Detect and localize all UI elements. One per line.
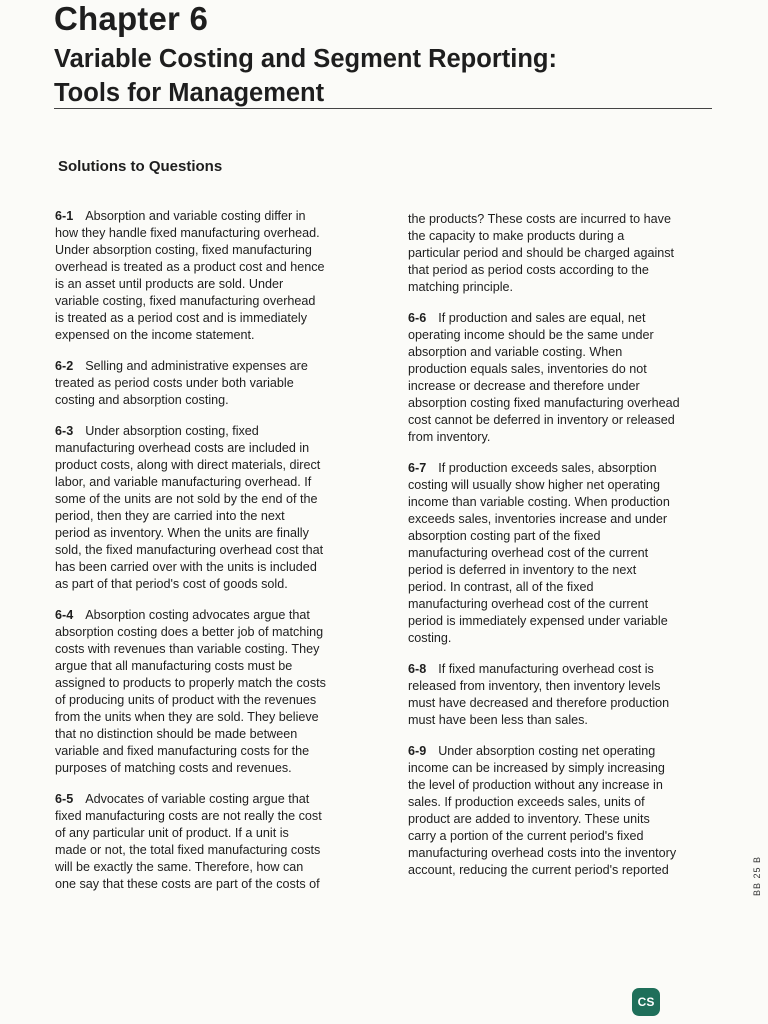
chapter-number: Chapter 6 [54, 0, 209, 37]
answer-line [408, 845, 708, 862]
chapter-title-line-2: Tools for Management [54, 79, 325, 107]
answer-line [55, 474, 360, 491]
answer-text: matching principle. [408, 280, 513, 294]
answer-text: period is deferred in inventory to the next [408, 563, 637, 577]
answer-text: absorption costing fixed manufacturing overhead [408, 396, 680, 410]
answer-text: cost cannot be deferred in inventory or released [408, 413, 675, 427]
answer-text: Selling and administrative expenses are [85, 359, 308, 373]
answer-paragraph [55, 208, 360, 344]
answer-paragraph [55, 791, 360, 893]
answer-line [408, 211, 708, 228]
answer-paragraph [408, 661, 708, 729]
answer-line [408, 378, 708, 395]
answer-text: of any particular unit of product. If a unit is [55, 826, 289, 840]
answer-text: manufacturing overhead cost of the current [408, 597, 649, 611]
answer-line [55, 692, 360, 709]
answer-text: the level of production without any increase in [408, 778, 663, 792]
answer-line [408, 811, 708, 828]
answer-text: period. In contrast, all of the fixed [408, 580, 594, 594]
answer-line [408, 760, 708, 777]
answer-text: the products? These costs are incurred to have [408, 212, 671, 226]
answer-line [55, 808, 360, 825]
answer-line [55, 791, 360, 808]
answer-text: must have decreased and therefore production [408, 696, 670, 710]
answer-text: product costs, along with direct materials, direct [55, 458, 321, 472]
answer-line [408, 395, 708, 412]
answer-text: Absorption costing advocates argue that [85, 608, 310, 622]
answer-line [408, 661, 708, 678]
answer-text: sold, the fixed manufacturing overhead cost that [55, 543, 324, 557]
question-number: 6-2 [55, 359, 74, 373]
answer-line [408, 412, 708, 429]
left-column [55, 208, 360, 907]
answer-paragraph [408, 211, 708, 296]
answer-line [408, 494, 708, 511]
question-number: 6-6 [408, 311, 427, 325]
answer-text: manufacturing overhead costs into the inventory [408, 846, 677, 860]
answer-text: manufacturing overhead costs are included in [55, 441, 310, 455]
answer-text: will be exactly the same. Therefore, how can [55, 860, 304, 874]
answer-line [55, 859, 360, 876]
answer-text: is treated as a period cost and is immediately [55, 311, 307, 325]
answer-text: carry a portion of the current period's fixed [408, 829, 644, 843]
answer-text: Under absorption costing, fixed manufacturing [55, 243, 312, 257]
answer-line [408, 528, 708, 545]
answer-text: argue that all manufacturing costs must be [55, 659, 293, 673]
answer-line [55, 440, 360, 457]
answer-line [55, 760, 360, 777]
answer-text: absorption and variable costing. When [408, 345, 623, 359]
answer-line [408, 262, 708, 279]
question-number: 6-8 [408, 662, 427, 676]
right-column [408, 211, 708, 893]
answer-line [55, 624, 360, 641]
answer-text: expensed on the income statement. [55, 328, 255, 342]
answer-line [408, 613, 708, 630]
answer-line [55, 842, 360, 859]
answer-line [55, 675, 360, 692]
answer-line [55, 607, 360, 624]
answer-text: costing and absorption costing. [55, 393, 229, 407]
answer-text: If fixed manufacturing overhead cost is [438, 662, 654, 676]
answer-paragraph [55, 358, 360, 409]
answer-text: assigned to products to properly match the costs [55, 676, 326, 690]
answer-text: costs with revenues than variable costing. They [55, 642, 320, 656]
answer-text: costing will usually show higher net operating [408, 478, 661, 492]
question-number: 6-9 [408, 744, 427, 758]
answer-text: that no distinction should be made between [55, 727, 298, 741]
answer-line [55, 709, 360, 726]
answer-text: Under absorption costing, fixed [85, 424, 259, 438]
answer-line [408, 562, 708, 579]
answer-text: is an asset until products are sold. Under [55, 277, 284, 291]
answer-line [55, 876, 360, 893]
answer-text: sales. If production exceeds sales, units of [408, 795, 645, 809]
answer-text: account, reducing the current period's reported [408, 863, 669, 877]
answer-text: operating income should be the same under [408, 328, 654, 342]
answer-line [408, 477, 708, 494]
answer-line [408, 579, 708, 596]
answer-text: Advocates of variable costing argue that [85, 792, 310, 806]
answer-line [408, 794, 708, 811]
answer-text: If production exceeds sales, absorption [438, 461, 657, 475]
answer-text: Under absorption costing net operating [438, 744, 656, 758]
answer-paragraph [55, 423, 360, 593]
answer-text: made or not, the total fixed manufacturing costs [55, 843, 321, 857]
question-number: 6-4 [55, 608, 74, 622]
answer-text: must have been less than sales. [408, 713, 588, 727]
answer-line [408, 460, 708, 477]
answer-line [55, 825, 360, 842]
answer-text: period is immediately expensed under variable [408, 614, 668, 628]
answer-text: labor, and variable manufacturing overhead. If [55, 475, 312, 489]
question-number: 6-5 [55, 792, 74, 806]
answer-text: variable costing, fixed manufacturing overhead [55, 294, 316, 308]
answer-text: released from inventory, then inventory levels [408, 679, 661, 693]
answer-line [55, 375, 360, 392]
question-number: 6-1 [55, 209, 74, 223]
answer-text: that period as period costs according to the [408, 263, 649, 277]
margin-stamp: BB 25 B [752, 856, 762, 897]
answer-text: production equals sales, inventories do not [408, 362, 647, 376]
answer-line [408, 545, 708, 562]
answer-line [55, 242, 360, 259]
answer-text: from the units when they are sold. They believe [55, 710, 319, 724]
answer-line [408, 429, 708, 446]
answer-line [408, 279, 708, 296]
answer-line [55, 276, 360, 293]
answer-text: fixed manufacturing costs are not really the cost [55, 809, 322, 823]
answer-line [55, 641, 360, 658]
answer-text: treated as period costs under both variable [55, 376, 294, 390]
answer-line [55, 208, 360, 225]
answer-line [55, 491, 360, 508]
answer-text: period as inventory. When the units are finally [55, 526, 309, 540]
answer-line [55, 658, 360, 675]
answer-text: some of the units are not sold by the end of the [55, 492, 318, 506]
answer-text: product are added to inventory. These units [408, 812, 650, 826]
answer-line [408, 511, 708, 528]
answer-line [408, 712, 708, 729]
answer-line [55, 392, 360, 409]
answer-paragraph [408, 460, 708, 647]
answer-line [55, 576, 360, 593]
chapter-title [54, 42, 557, 110]
answer-line [55, 726, 360, 743]
answer-text: variable and fixed manufacturing costs for the [55, 744, 310, 758]
answer-text: period, then they are carried into the next [55, 509, 285, 523]
answer-paragraph [408, 743, 708, 879]
camscanner-badge: CS [632, 988, 660, 1016]
answer-paragraph [408, 310, 708, 446]
answer-text: Absorption and variable costing differ in [85, 209, 306, 223]
answer-line [408, 828, 708, 845]
answer-line [408, 228, 708, 245]
answer-line [408, 743, 708, 760]
question-number: 6-7 [408, 461, 427, 475]
question-number: 6-3 [55, 424, 74, 438]
answer-text: from inventory. [408, 430, 491, 444]
answer-line [408, 862, 708, 879]
answer-text: has been carried over with the units is included [55, 560, 317, 574]
answer-text: manufacturing overhead cost of the current [408, 546, 649, 560]
answer-text: absorption costing part of the fixed [408, 529, 601, 543]
section-heading: Solutions to Questions [58, 158, 223, 175]
answer-text: particular period and should be charged against [408, 246, 675, 260]
answer-text: absorption costing does a better job of matching [55, 625, 324, 639]
answer-line [408, 361, 708, 378]
answer-line [55, 559, 360, 576]
answer-line [55, 542, 360, 559]
chapter-title-line-1: Variable Costing and Segment Reporting: [54, 45, 557, 73]
answer-line [408, 245, 708, 262]
answer-line [408, 777, 708, 794]
answer-line [408, 344, 708, 361]
answer-text: income can be increased by simply increasing [408, 761, 665, 775]
answer-text: purposes of matching costs and revenues. [55, 761, 292, 775]
title-divider [54, 108, 712, 109]
answer-text: how they handle fixed manufacturing overhead. [55, 226, 320, 240]
answer-line [408, 630, 708, 647]
answer-line [55, 327, 360, 344]
answer-line [408, 310, 708, 327]
answer-text: of producing units of product with the revenues [55, 693, 317, 707]
answer-line [55, 743, 360, 760]
answer-line [55, 508, 360, 525]
answer-line [55, 225, 360, 242]
answer-text: the capacity to make products during a [408, 229, 625, 243]
answer-line [55, 525, 360, 542]
answer-line [408, 695, 708, 712]
answer-paragraph [55, 607, 360, 777]
answer-line [55, 423, 360, 440]
answer-line [55, 259, 360, 276]
answer-line [55, 293, 360, 310]
answer-text: one say that these costs are part of the costs of [55, 877, 320, 891]
answer-line [408, 678, 708, 695]
answer-line [55, 457, 360, 474]
answer-text: as part of that period's cost of goods sold. [55, 577, 288, 591]
answer-line [55, 310, 360, 327]
answer-line [408, 327, 708, 344]
answer-text: increase or decrease and therefore under [408, 379, 640, 393]
answer-text: costing. [408, 631, 452, 645]
answer-text: exceeds sales, inventories increase and under [408, 512, 668, 526]
answer-text: income than variable costing. When production [408, 495, 670, 509]
answer-line [408, 596, 708, 613]
answer-text: If production and sales are equal, net [438, 311, 646, 325]
answer-line [55, 358, 360, 375]
answer-text: overhead is treated as a product cost and hence [55, 260, 325, 274]
